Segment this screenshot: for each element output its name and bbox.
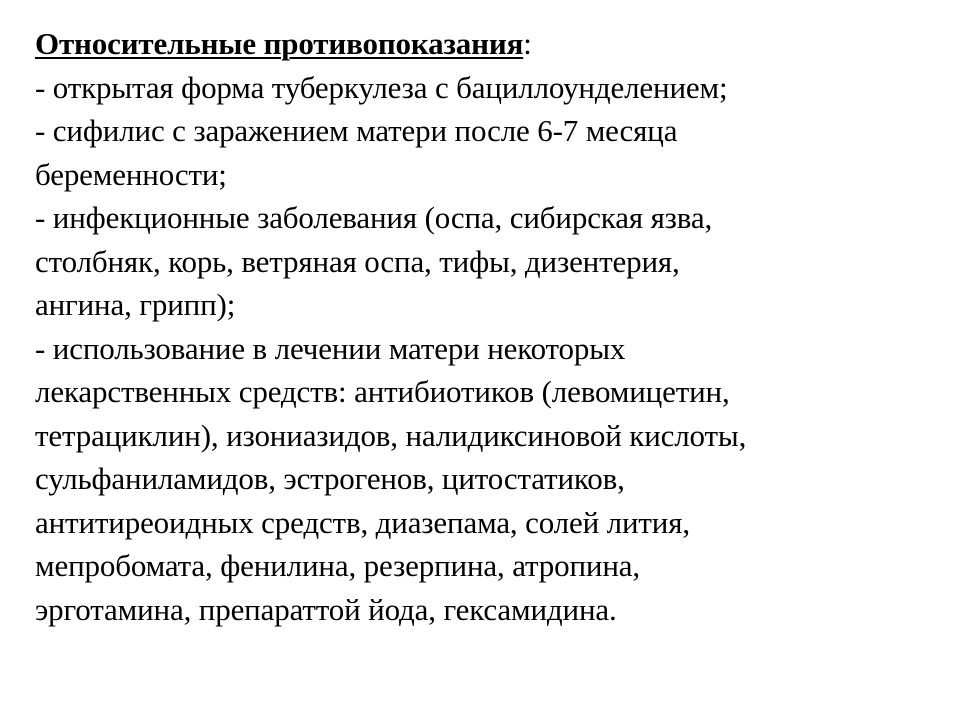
text-line: - инфекционные заболевания (оспа, сибирская язва, bbox=[35, 200, 713, 235]
heading-colon: : bbox=[523, 26, 532, 61]
text-line: сульфаниламидов, эстрогенов, цитостатиков, bbox=[35, 461, 625, 496]
text-line: мепробомата, фенилина, резерпина, атропина, bbox=[35, 548, 641, 583]
heading-line bbox=[35, 22, 935, 66]
text-line: ангина, грипп); bbox=[35, 287, 236, 322]
text-line: тетрациклин), изониазидов, налидиксиновой кислоты, bbox=[35, 417, 747, 453]
text-line: беременности; bbox=[35, 156, 227, 192]
slide-heading: Относительные противопоказания bbox=[35, 26, 524, 61]
text-line: лекарственных средств: антибиотиков (левомицетин, bbox=[35, 374, 730, 409]
text-line: эрготамина, препараттой йода, гексамидина. bbox=[35, 591, 617, 627]
text-line: столбняк, корь, ветряная оспа, тифы, дизентерия, bbox=[35, 243, 680, 279]
slide-text-block bbox=[35, 22, 935, 631]
text-line: антитиреоидных средств, диазепама, солей лития, bbox=[35, 504, 690, 540]
text-line: - открытая форма туберкулеза с бациллоунделением; bbox=[35, 69, 728, 105]
text-line: - сифилис с заражением матери после 6-7 месяца bbox=[35, 113, 678, 148]
text-line: - использование в лечении матери некоторых bbox=[35, 330, 626, 366]
